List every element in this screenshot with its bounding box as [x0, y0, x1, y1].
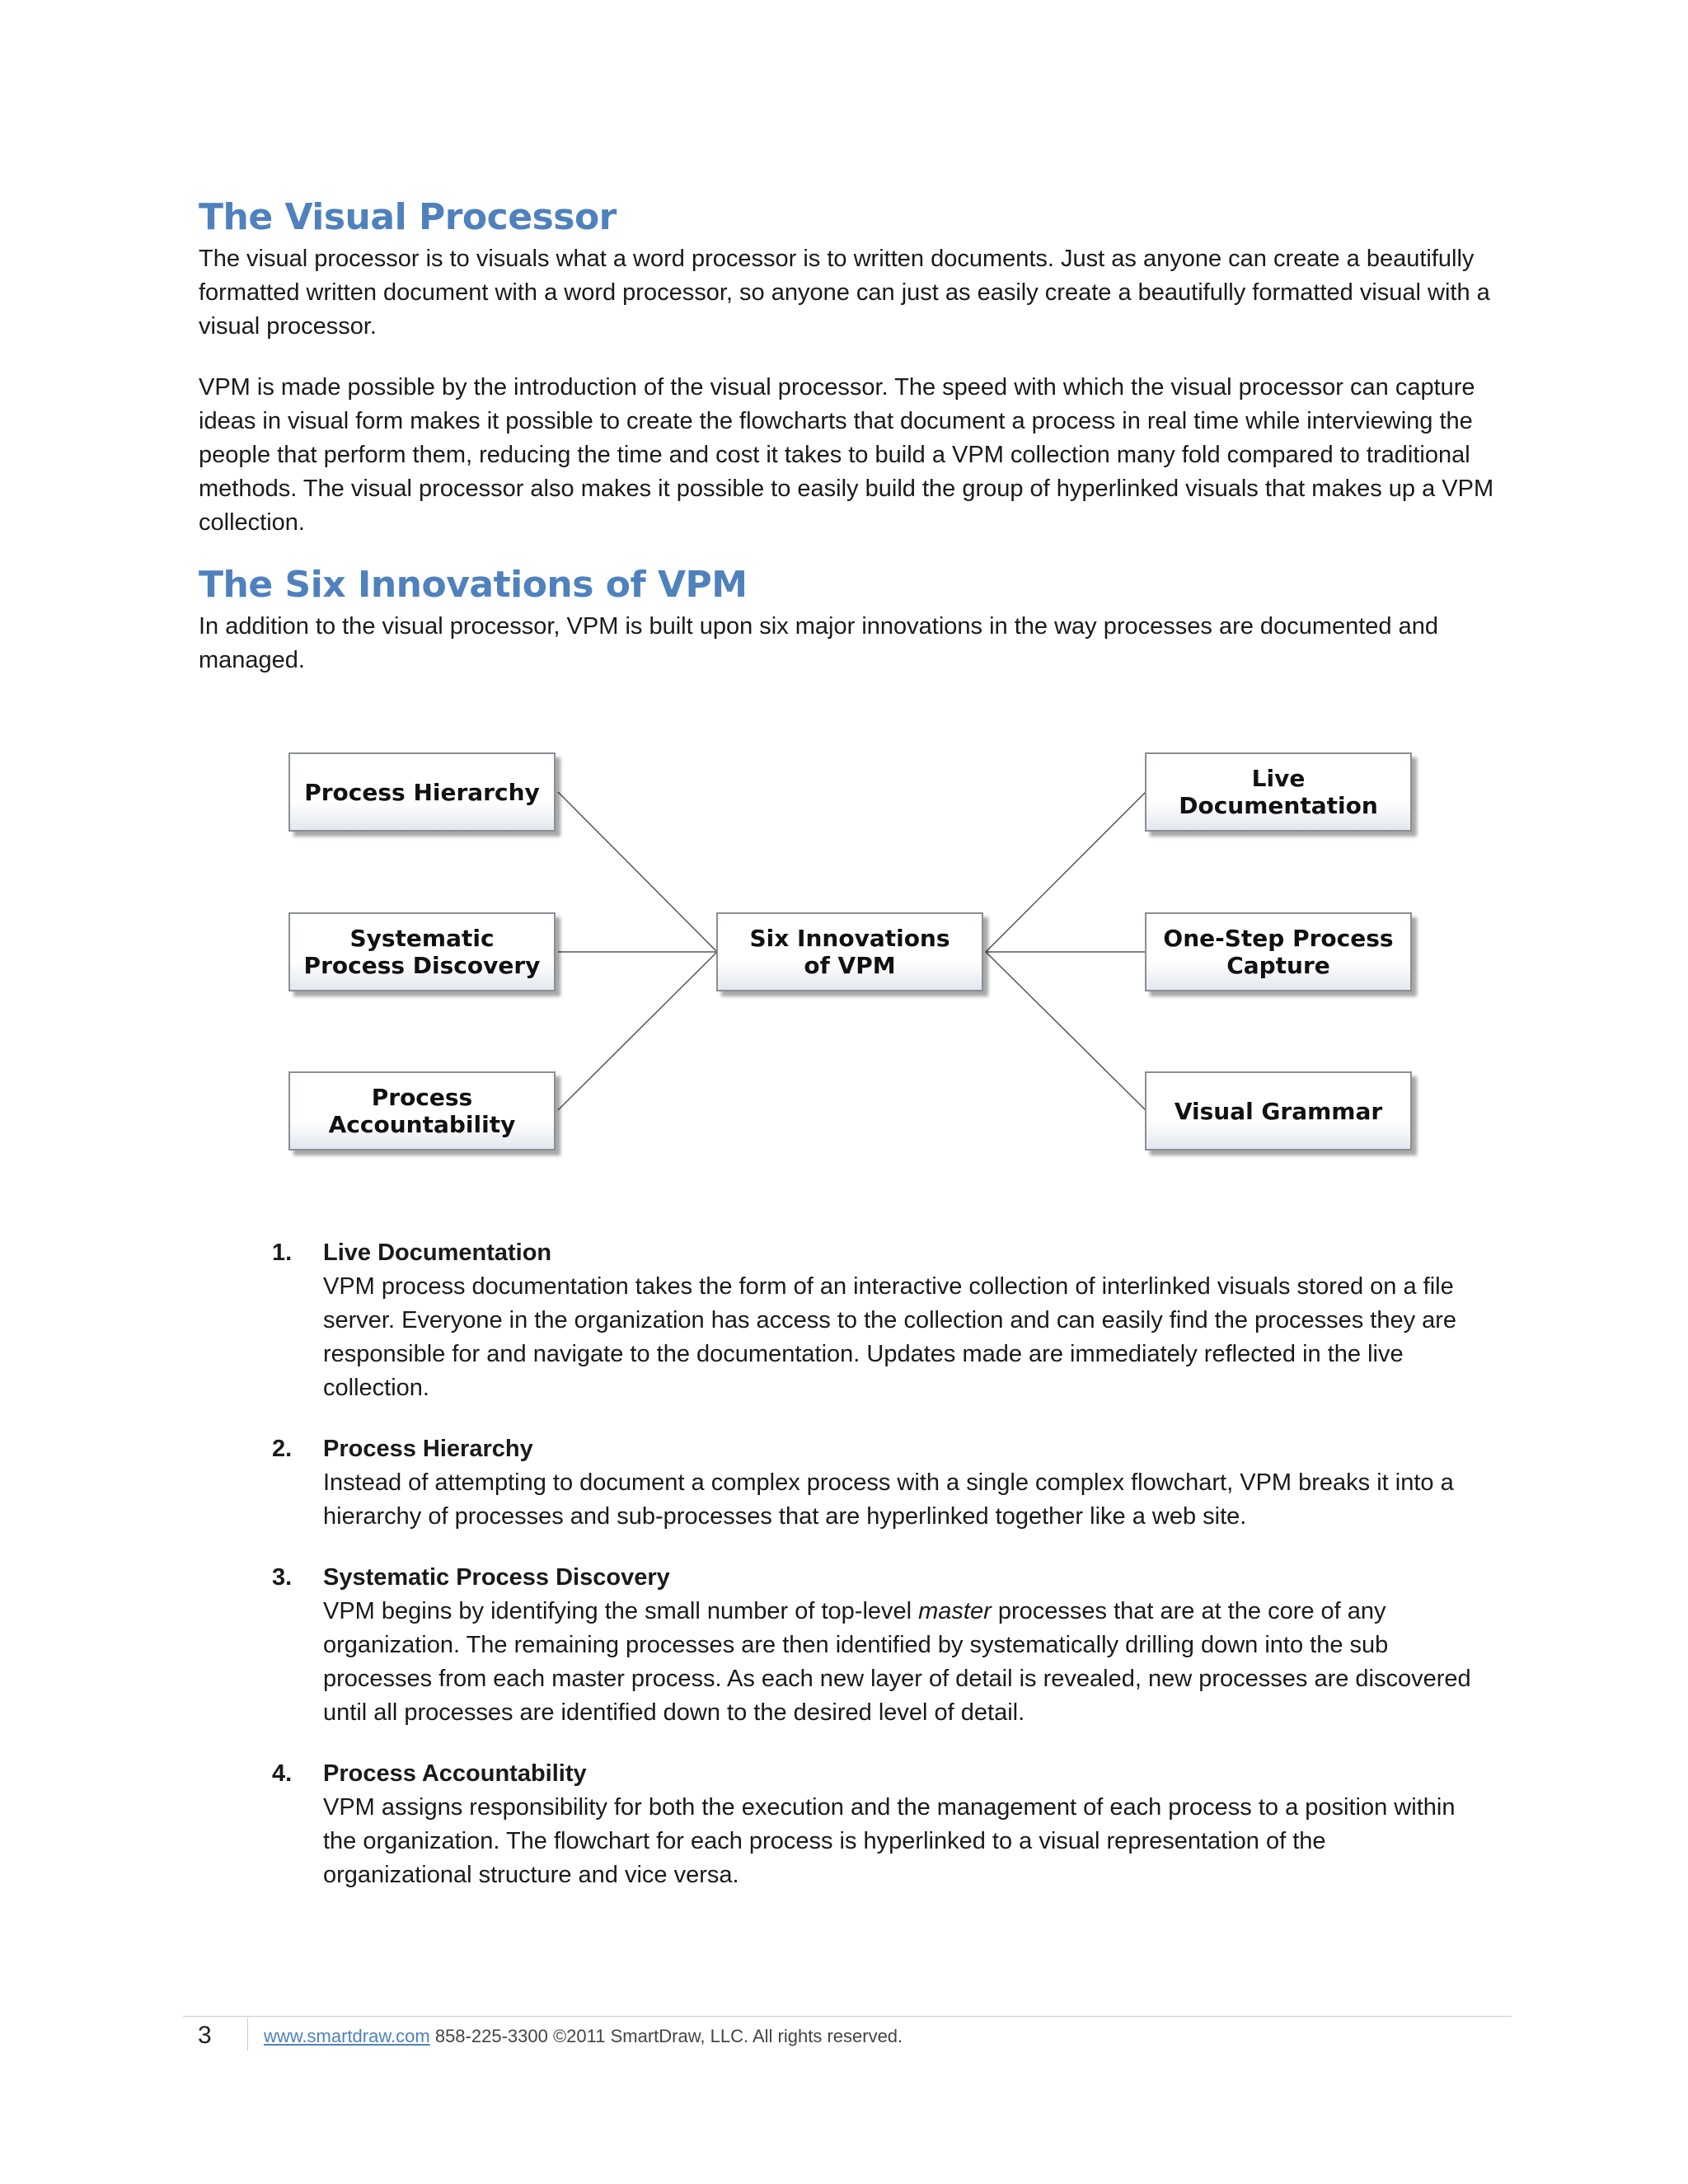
six-innovations-diagram	[280, 738, 1434, 1166]
list-item-body: VPM process documentation takes the form of an interactive collection of interlinked visuals stored on a file server. Everyone in the organization has access to the collection and can easily find the processes they are responsible for and navigate to the documentation. Updates made are immediately reflected in the live collection.	[323, 1273, 1457, 1401]
footer-separator	[247, 2018, 248, 2050]
list-item-title: Process Accountability	[323, 1760, 587, 1787]
box-systematic-process-discovery: Systematic Process Discovery	[288, 912, 556, 991]
box-visual-grammar: Visual Grammar	[1145, 1071, 1412, 1151]
list-item-title: Live Documentation	[323, 1240, 552, 1266]
list-item-number: 4.	[272, 1760, 293, 1787]
list-item-number: 3.	[272, 1564, 293, 1591]
footer	[264, 2024, 903, 2049]
heading-six-innovations: The Six Innovations of VPM	[199, 564, 748, 606]
innovations-list	[272, 1236, 1475, 1919]
connector-process-hierarchy	[558, 792, 717, 952]
paragraph-six-innovations-intro: In addition to the visual processor, VPM is built upon six major innovations in the way processes are documented and managed.	[199, 613, 1438, 673]
heading-visual-processor: The Visual Processor	[199, 196, 617, 238]
list-item-number: 1.	[272, 1240, 293, 1266]
list-item	[272, 1757, 1475, 1892]
list-item-body: VPM begins by identifying the small number of top-level master processes that are at the core of any organization. The remaining processes are then identified by systematically drilling down into the sub processes from each master process. As each new layer of detail is revealed, new processes are discovered until all processes are identified down to the desired level of detail.	[323, 1598, 1471, 1726]
box-six-innovations-center: Six Innovations of VPM	[716, 912, 983, 991]
paragraph-vpm-made-possible: VPM is made possible by the introduction of the visual processor. The speed with which the visual processor can capture ideas in visual form makes it possible to create the flowcharts that document a process in real time while interviewing the people that perform them, reducing the time and cost it takes to build a VPM collection many fold compared to traditional methods. The visual processor also makes it possible to easily build the group of hyperlinked visuals that makes up a VPM collection.	[199, 374, 1494, 536]
footer-copyright: 858-225-3300 ©2011 SmartDraw, LLC. All rights reserved.	[429, 2026, 903, 2046]
box-process-hierarchy: Process Hierarchy	[288, 752, 556, 832]
list-item-number: 2.	[272, 1436, 293, 1462]
connector-visual-grammar	[986, 952, 1146, 1110]
connector-live-documentation	[986, 792, 1146, 952]
list-item-title: Process Hierarchy	[323, 1436, 533, 1462]
list-item-body: VPM assigns responsibility for both the execution and the management of each process to a position within the organization. The flowchart for each process is hyperlinked to a visual representation of the organizational structure and vice versa.	[323, 1794, 1456, 1888]
box-one-step-process-capture: One-Step Process Capture	[1145, 912, 1412, 991]
list-item	[272, 1561, 1475, 1730]
list-item	[272, 1432, 1475, 1534]
connector-process-accountability	[558, 952, 717, 1110]
box-live-documentation: Live Documentation	[1145, 752, 1412, 832]
page-number: 3	[198, 2022, 212, 2049]
footer-divider	[183, 2016, 1512, 2017]
emphasis-master: master	[918, 1598, 992, 1624]
list-item-body: Instead of attempting to document a complex process with a single complex flowchart, VPM breaks it into a hierarchy of processes and sub-processes that are hyperlinked together like a web site.	[323, 1469, 1454, 1530]
list-item-title: Systematic Process Discovery	[323, 1564, 670, 1591]
paragraph-visual-processor-intro: The visual processor is to visuals what a word processor is to written documents. Just as anyone can create a beautifully formatted written document with a word processor, so anyone can just as easily create a beautifully formatted visual with a visual processor.	[199, 246, 1490, 340]
box-process-accountability: Process Accountability	[288, 1071, 556, 1151]
list-item	[272, 1236, 1475, 1405]
footer-website-link[interactable]: www.smartdraw.com	[264, 2026, 430, 2046]
